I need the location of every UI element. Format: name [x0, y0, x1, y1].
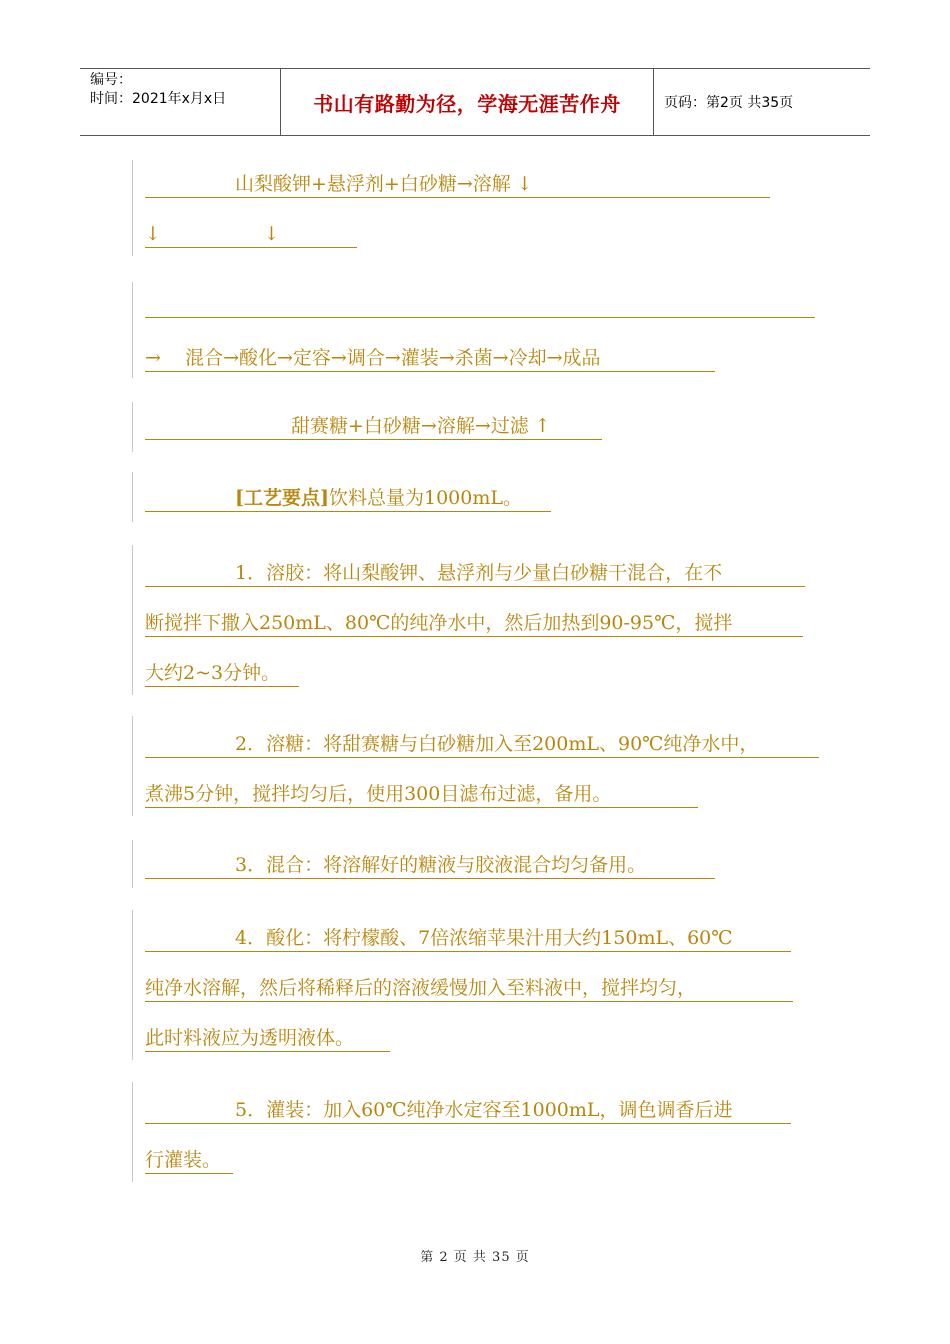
step-4-line-a: 4．酸化：将柠檬酸、7倍浓缩苹果汁用大约150mL、60℃ — [235, 927, 733, 949]
step-1-block — [132, 545, 832, 695]
step-2-block — [132, 716, 832, 816]
step-1-line-c: 大约2~3分钟。 — [145, 662, 281, 684]
step-5-block — [132, 1082, 832, 1182]
page-header — [80, 68, 870, 136]
step-1-line-b: 断搅拌下撒入250mL、80℃的纯净水中，然后加热到90-95℃，搅拌 — [145, 612, 733, 634]
step-4-block — [132, 910, 832, 1060]
page-footer: 第 2 页 共 35 页 — [420, 1250, 530, 1265]
flow-block-3 — [132, 402, 832, 452]
step-5-line-a: 5．灌装：加入60℃纯净水定容至1000mL，调色调香后进 — [235, 1099, 733, 1121]
flow-line-3: → 混合→酸化→定容→调合→灌装→杀菌→冷却→成品 — [145, 347, 601, 369]
number-label: 编号： — [90, 72, 132, 88]
step-4-line-b: 纯净水溶解，然后将稀释后的溶液缓慢加入至料液中，搅拌均匀， — [145, 977, 697, 999]
step-2-line-b: 煮沸5分钟，搅拌均匀后，使用300目滤布过滤，备用。 — [145, 783, 612, 805]
process-heading: [工艺要点] — [235, 487, 329, 509]
step-1-line-a: 1．溶胶：将山梨酸钾、悬浮剂与少量白砂糖干混合，在不 — [235, 562, 723, 584]
step-3-block — [132, 840, 832, 888]
flow-block-1 — [132, 160, 832, 256]
header-motto: 书山有路勤为径，学海无涯苦作舟 — [281, 69, 654, 135]
flow-line-4: 甜赛糖+白砂糖→溶解→过滤 ↑ — [291, 415, 551, 437]
step-2-line-a: 2．溶糖：将甜赛糖与白砂糖加入至200mL、90℃纯净水中， — [235, 733, 759, 755]
header-meta — [80, 69, 281, 135]
process-heading-tail: 饮料总量为1000mL。 — [328, 487, 522, 509]
step-4-line-c: 此时料液应为透明液体。 — [145, 1027, 355, 1049]
flow-line-1: 山梨酸钾+悬浮剂+白砂糖→溶解 ↓ — [235, 173, 533, 195]
process-heading-block — [132, 472, 832, 522]
flow-block-2 — [132, 282, 832, 378]
header-page-label: 页码：第2页 共35页 — [664, 95, 794, 111]
step-3-line-a: 3．混合：将溶解好的糖液与胶液混合均匀备用。 — [235, 854, 647, 876]
flow-line-2: ↓ ↓ — [145, 223, 280, 245]
step-5-line-b: 行灌装。 — [145, 1149, 222, 1171]
time-label: 时间：2021年x月x日 — [90, 91, 227, 107]
